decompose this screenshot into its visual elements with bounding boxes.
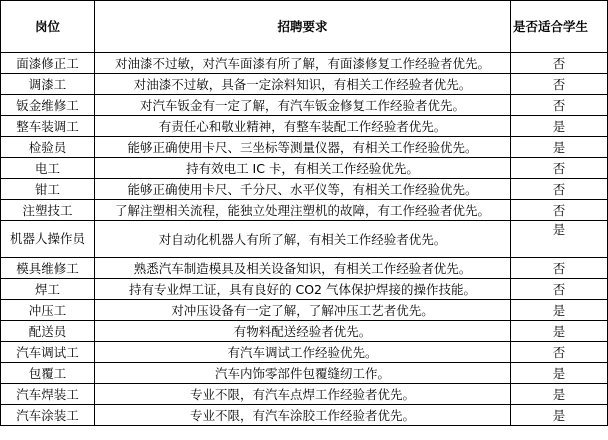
requirements-cell: 专业不限，有汽车涂胶工作经验者优先。 [95,405,511,426]
table-row [1,384,608,405]
suitable-cell: 否 [511,279,608,300]
position-cell: 汽车调试工 [1,342,95,363]
position-cell: 冲压工 [1,300,95,321]
requirements-cell: 了解注塑相关流程，能独立处理注塑机的故障，有工作经验者优先。 [95,200,511,221]
table-row [1,158,608,179]
table-row [1,53,608,74]
requirements-cell: 对冲压设备有一定了解，了解冲压工艺者优先。 [95,300,511,321]
requirements-cell: 汽车内饰零部件包覆缝纫工作。 [95,363,511,384]
position-cell: 整车装调工 [1,116,95,137]
position-cell: 包覆工 [1,363,95,384]
suitable-cell: 是 [511,300,608,321]
suitable-cell: 否 [511,179,608,200]
requirements-cell: 能够正确使用卡尺、千分尺、水平仪等，有相关工作经验优先。 [95,179,511,200]
table-row [1,116,608,137]
requirements-cell: 对汽车钣金有一定了解，有汽车钣金修复工作经验者优先。 [95,95,511,116]
position-cell: 钣金维修工 [1,95,95,116]
suitable-cell: 否 [511,200,608,221]
requirements-cell: 能够正确使用卡尺、三坐标等测量仪器，有相关工作经验优先。 [95,137,511,158]
position-cell: 汽车焊装工 [1,384,95,405]
suitable-cell: 否 [511,258,608,279]
requirements-cell: 对油漆不过敏，对汽车面漆有所了解，有面漆修复工作经验者优先。 [95,53,511,74]
suitable-cell: 是 [511,116,608,137]
table-row [1,321,608,342]
table-row [1,179,608,200]
requirements-cell: 对油漆不过敏，具备一定涂料知识，有相关工作经验者优先。 [95,74,511,95]
requirements-cell: 有责任心和敬业精神，有整车装配工作经验者优先。 [95,116,511,137]
suitable-cell: 是 [511,221,608,258]
suitable-cell: 是 [511,321,608,342]
suitable-cell: 否 [511,342,608,363]
table-row [1,221,608,258]
requirements-cell: 持有专业焊工证，具有良好的 CO2 气体保护焊接的操作技能。 [95,279,511,300]
table-row [1,300,608,321]
position-cell: 电工 [1,158,95,179]
suitable-cell: 是 [511,384,608,405]
header-requirements: 招聘要求 [95,1,511,53]
position-cell: 钳工 [1,179,95,200]
position-cell: 配送员 [1,321,95,342]
position-cell: 焊工 [1,279,95,300]
table-row [1,342,608,363]
table-row [1,95,608,116]
position-cell: 模具维修工 [1,258,95,279]
table-row [1,137,608,158]
requirements-cell: 有汽车调试工作经验优先。 [95,342,511,363]
table-row [1,405,608,426]
position-cell: 汽车涂装工 [1,405,95,426]
position-cell: 检验员 [1,137,95,158]
suitable-cell: 否 [511,95,608,116]
suitable-cell: 否 [511,158,608,179]
requirements-cell: 专业不限，有汽车点焊工作经验者优先。 [95,384,511,405]
table-row [1,258,608,279]
header-row [1,1,608,53]
header-suitable-for-students: 是否适合学生 [511,1,608,53]
position-cell: 机器人操作员 [1,221,95,258]
table-row [1,279,608,300]
requirements-cell: 持有效电工 IC 卡，有相关工作经验优先。 [95,158,511,179]
table-row [1,363,608,384]
position-cell: 调漆工 [1,74,95,95]
requirements-cell: 对自动化机器人有所了解，有相关工作经验者优先。 [95,221,511,258]
requirements-cell: 熟悉汽车制造模具及相关设备知识，有相关工作经验者优先。 [95,258,511,279]
requirements-cell: 有物料配送经验者优先。 [95,321,511,342]
header-position: 岗位 [1,1,95,53]
suitable-cell: 否 [511,74,608,95]
position-cell: 注塑技工 [1,200,95,221]
suitable-cell: 否 [511,53,608,74]
suitable-cell: 是 [511,405,608,426]
table-row [1,200,608,221]
suitable-cell: 是 [511,137,608,158]
table-row [1,74,608,95]
position-cell: 面漆修正工 [1,53,95,74]
suitable-cell: 是 [511,363,608,384]
